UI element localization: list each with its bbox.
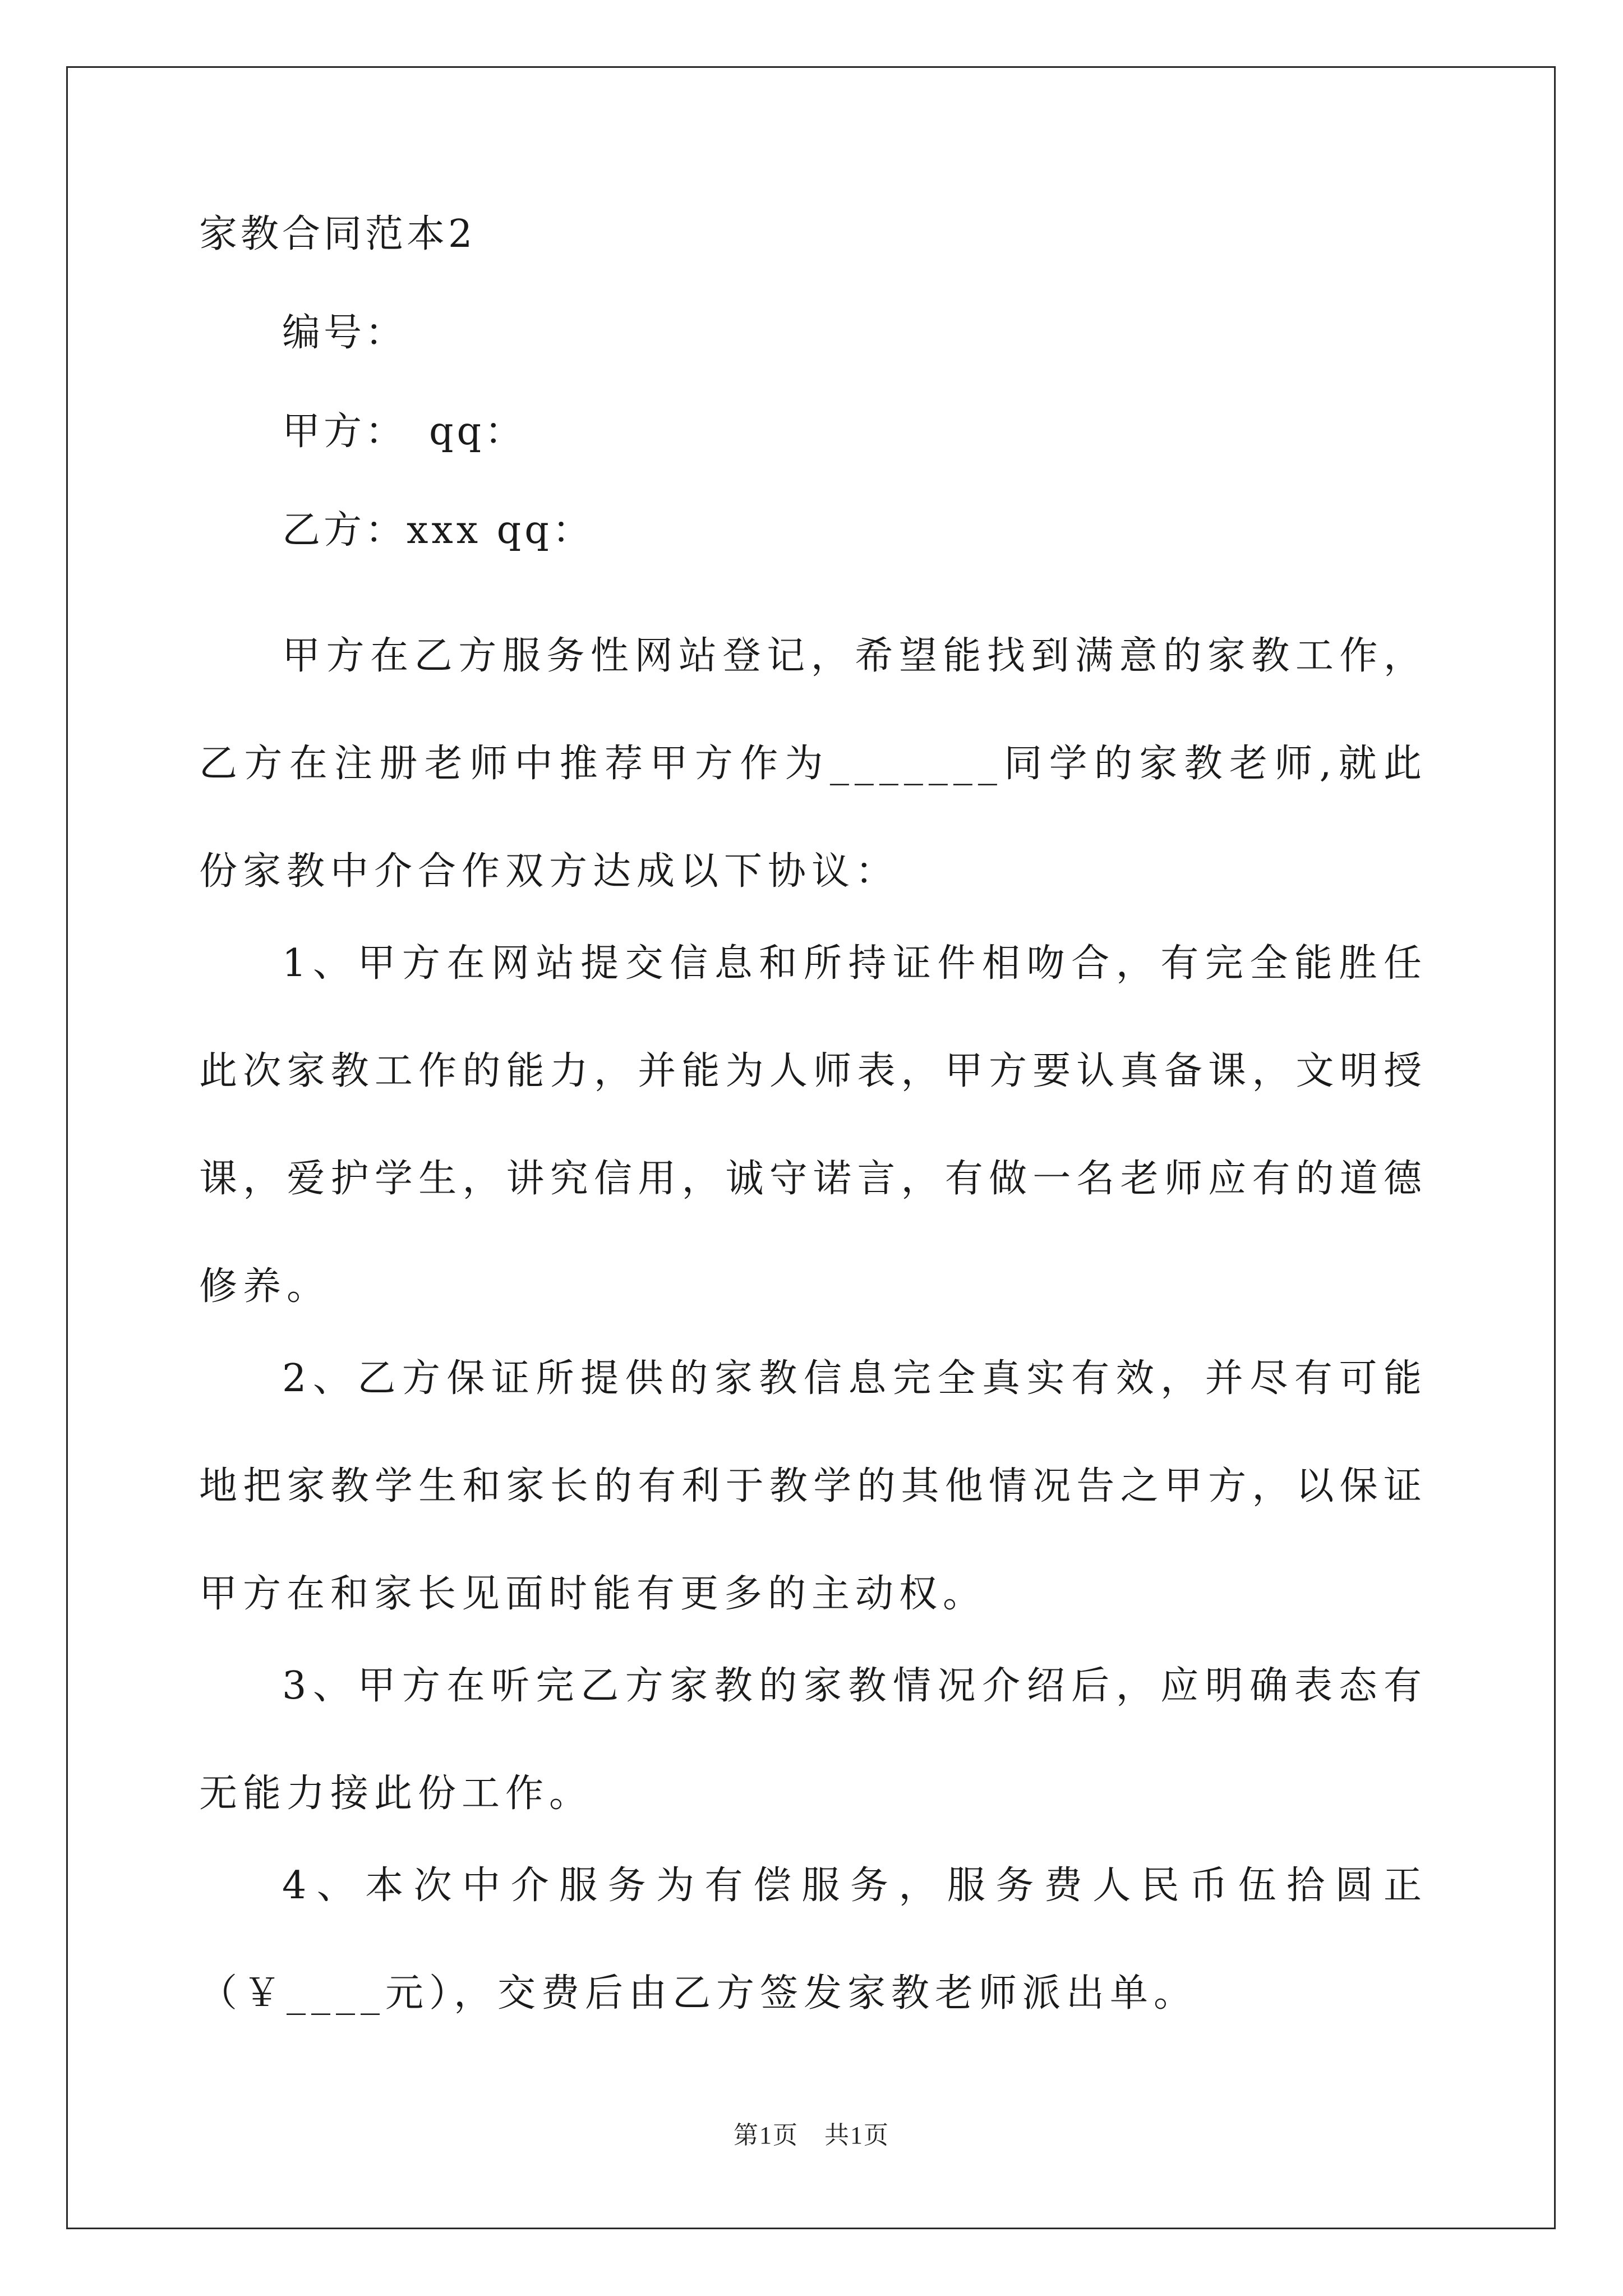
party-a-field: 甲方： qq：	[282, 409, 527, 454]
clause-2-paragraph: 2、乙方保证所提供的家教信息完全真实有效，并尽有可能地把家教学生和家长的有利于教学的其他情况告之甲方，以保证甲方在和家长见面时能有更多的主动权。	[199, 1356, 1427, 1616]
clause-4-paragraph: 4、本次中介服务为有偿服务，服务费人民币伍拾圆正（￥____元），交费后由乙方签发家教老师派出单。	[199, 1864, 1427, 2016]
clause-1-paragraph: 1、甲方在网站提交信息和所持证件相吻合，有完全能胜任此次家教工作的能力，并能为人师表，甲方要认真备课，文明授课，爱护学生，讲究信用，诚守诺言，有做一名老师应有的道德修养。	[199, 941, 1427, 1309]
clause-3-paragraph: 3、甲方在听完乙方家教的家教情况介绍后，应明确表态有无能力接此份工作。	[199, 1664, 1427, 1816]
document-title: 家教合同范本2	[199, 212, 476, 256]
document-body	[199, 208, 1427, 2059]
contract-number-field: 编号：	[282, 311, 407, 355]
intro-paragraph: 甲方在乙方服务性网站登记，希望能找到满意的家教工作，乙方在注册老师中推荐甲方作为_______同学的家教老师,就此份家教中介合作双方达成以下协议：	[199, 634, 1427, 894]
page-footer: 第1页 共1页	[734, 2122, 889, 2149]
party-b-field: 乙方：xxx qq：	[282, 508, 594, 553]
